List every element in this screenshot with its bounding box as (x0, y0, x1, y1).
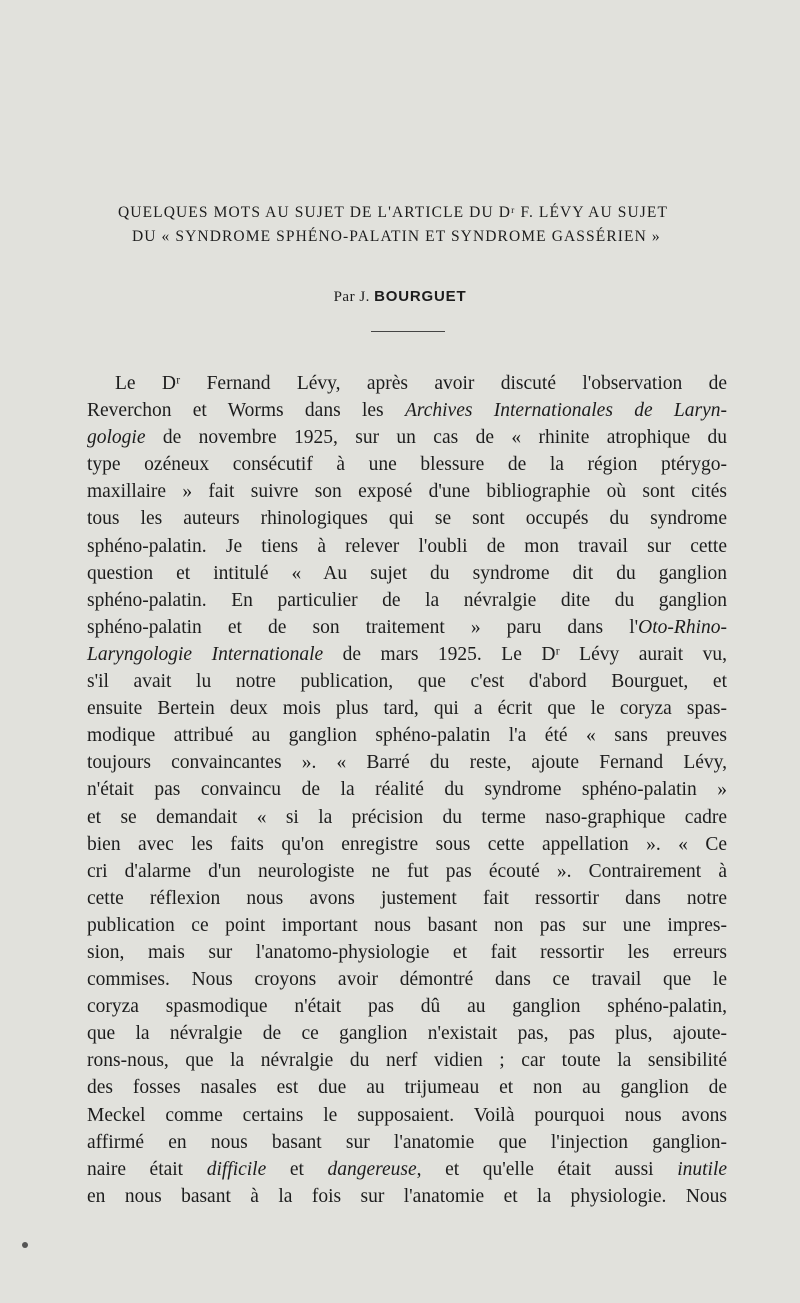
body-line (87, 1102, 727, 1129)
body-text-segment: inutile (677, 1158, 728, 1180)
body-text-segment: Oto-Rhino- (638, 616, 727, 638)
byline (0, 288, 800, 306)
body-line (87, 885, 727, 912)
body-line (87, 966, 727, 993)
body-text-segment: bien avec les faits qu'on enregistre sous cette appellation ». « Ce (87, 833, 727, 855)
body-line (87, 939, 727, 966)
body-text-segment: ensuite Bertein deux mois plus tard, qui a écrit que le coryza spas- (87, 698, 727, 720)
body-text-segment: dangereuse (327, 1158, 417, 1180)
body-text-segment: rons-nous, que la névralgie du nerf vidien ; car toute la sensibilité (87, 1050, 727, 1072)
body-text-segment: que la névralgie de ce ganglion n'existait pas, pas plus, ajoute- (87, 1023, 727, 1045)
title-divider (371, 331, 445, 332)
article-title-line-2: DU « SYNDROME SPHÉNO-PALATIN ET SYNDROME GASSÉRIEN » (132, 228, 661, 245)
body-text-segment: sphéno-palatin et de son traitement » paru dans l' (87, 616, 639, 638)
body-line (87, 641, 727, 668)
body-text-segment: et (266, 1158, 328, 1180)
body-text-segment: et se demandait « si la précision du terme naso-graphique cadre (87, 806, 727, 828)
byline-prefix: Par J. (333, 289, 370, 305)
body-text-segment: coryza spasmodique n'était pas dû au ganglion sphéno-palatin, (87, 996, 727, 1018)
body-text-segment: en nous basant à la fois sur l'anatomie et la physiologie. Nous (87, 1185, 727, 1207)
body-line (87, 1020, 727, 1047)
body-text-segment: sphéno-palatin. En particulier de la névralgie dite du ganglion (87, 589, 727, 611)
body-line (87, 1047, 727, 1074)
body-line (87, 1129, 727, 1156)
body-line (87, 668, 727, 695)
body-line (87, 505, 727, 532)
body-line (87, 831, 727, 858)
body-line (87, 695, 727, 722)
body-text-segment: cette réflexion nous avons justement fait ressortir dans notre (87, 887, 727, 909)
body-line (87, 776, 727, 803)
body-text-segment: maxillaire » fait suivre son exposé d'une bibliographie où sont cités (87, 481, 727, 503)
body-text-segment: publication ce point important nous basant non pas sur une impres- (87, 914, 727, 936)
body-line (87, 1183, 727, 1210)
body-line (87, 804, 727, 831)
body-text-segment: modique attribué au ganglion sphéno-palatin l'a été « sans preuves (87, 725, 727, 747)
body-line (87, 451, 727, 478)
body-line (87, 749, 727, 776)
body-line (87, 993, 727, 1020)
body-text-segment: naire était (87, 1158, 207, 1180)
body-line (87, 912, 727, 939)
body-line (87, 424, 727, 451)
body-line (87, 478, 727, 505)
body-text-segment: n'était pas convaincu de la réalité du syndrome sphéno-palatin » (87, 779, 727, 801)
body-line (87, 533, 727, 560)
body-text-segment: difficile (206, 1158, 267, 1180)
body-text-segment: sion, mais sur l'anatomo-physiologie et fait ressortir les erreurs (87, 941, 727, 963)
body-text-segment: Reverchon et Worms dans les (87, 400, 405, 422)
body-text-segment: , et qu'elle était aussi (416, 1158, 678, 1180)
body-text-segment: sphéno-palatin. Je tiens à relever l'oubli de mon travail sur cette (87, 535, 727, 557)
body-text-segment: de novembre 1925, sur un cas de « rhinite atrophique du (145, 427, 727, 449)
body-text-segment: cri d'alarme d'un neurologiste ne fut pas écouté ». Contrairement à (87, 860, 727, 882)
body-text-segment: toujours convaincantes ». « Barré du reste, ajoute Fernand Lévy, (87, 752, 727, 774)
article-body (87, 370, 727, 1210)
body-text-segment: affirmé en nous basant sur l'anatomie que l'injection ganglion- (87, 1131, 727, 1153)
body-line (87, 1156, 727, 1183)
body-text-segment: gologie (87, 427, 146, 449)
body-text-segment: des fosses nasales est due au trijumeau et non au ganglion de (87, 1077, 727, 1099)
body-line (87, 614, 727, 641)
body-text-segment: de mars 1925. Le Dʳ Lévy aurait vu, (323, 643, 727, 665)
body-text-segment: s'il avait lu notre publication, que c'est d'abord Bourguet, et (87, 671, 727, 693)
body-text-segment: Archives Internationales de Laryn- (404, 400, 727, 422)
body-line (87, 722, 727, 749)
article-title-line-1: QUELQUES MOTS AU SUJET DE L'ARTICLE DU Dʳ F. LÉVY AU SUJET (118, 204, 669, 221)
body-line (87, 587, 727, 614)
ink-speck (22, 1242, 28, 1248)
body-text-segment: Laryngologie Internationale (87, 643, 324, 665)
body-line (87, 397, 727, 424)
body-line (87, 858, 727, 885)
body-text-segment: Le Dʳ Fernand Lévy, après avoir discuté l'observation de (115, 373, 727, 394)
body-text-segment: type ozéneux consécutif à une blessure de la région ptérygo- (87, 454, 727, 476)
body-line (87, 370, 727, 397)
body-line (87, 1074, 727, 1101)
body-text-segment: commises. Nous croyons avoir démontré dans ce travail que le (87, 969, 727, 991)
body-line (87, 560, 727, 587)
body-text-segment: Meckel comme certains le supposaient. Voilà pourquoi nous avons (87, 1104, 727, 1126)
body-text-segment: question et intitulé « Au sujet du syndrome dit du ganglion (87, 562, 727, 584)
body-text-segment: tous les auteurs rhinologiques qui se sont occupés du syndrome (87, 508, 727, 530)
author-name: BOURGUET (374, 288, 467, 305)
